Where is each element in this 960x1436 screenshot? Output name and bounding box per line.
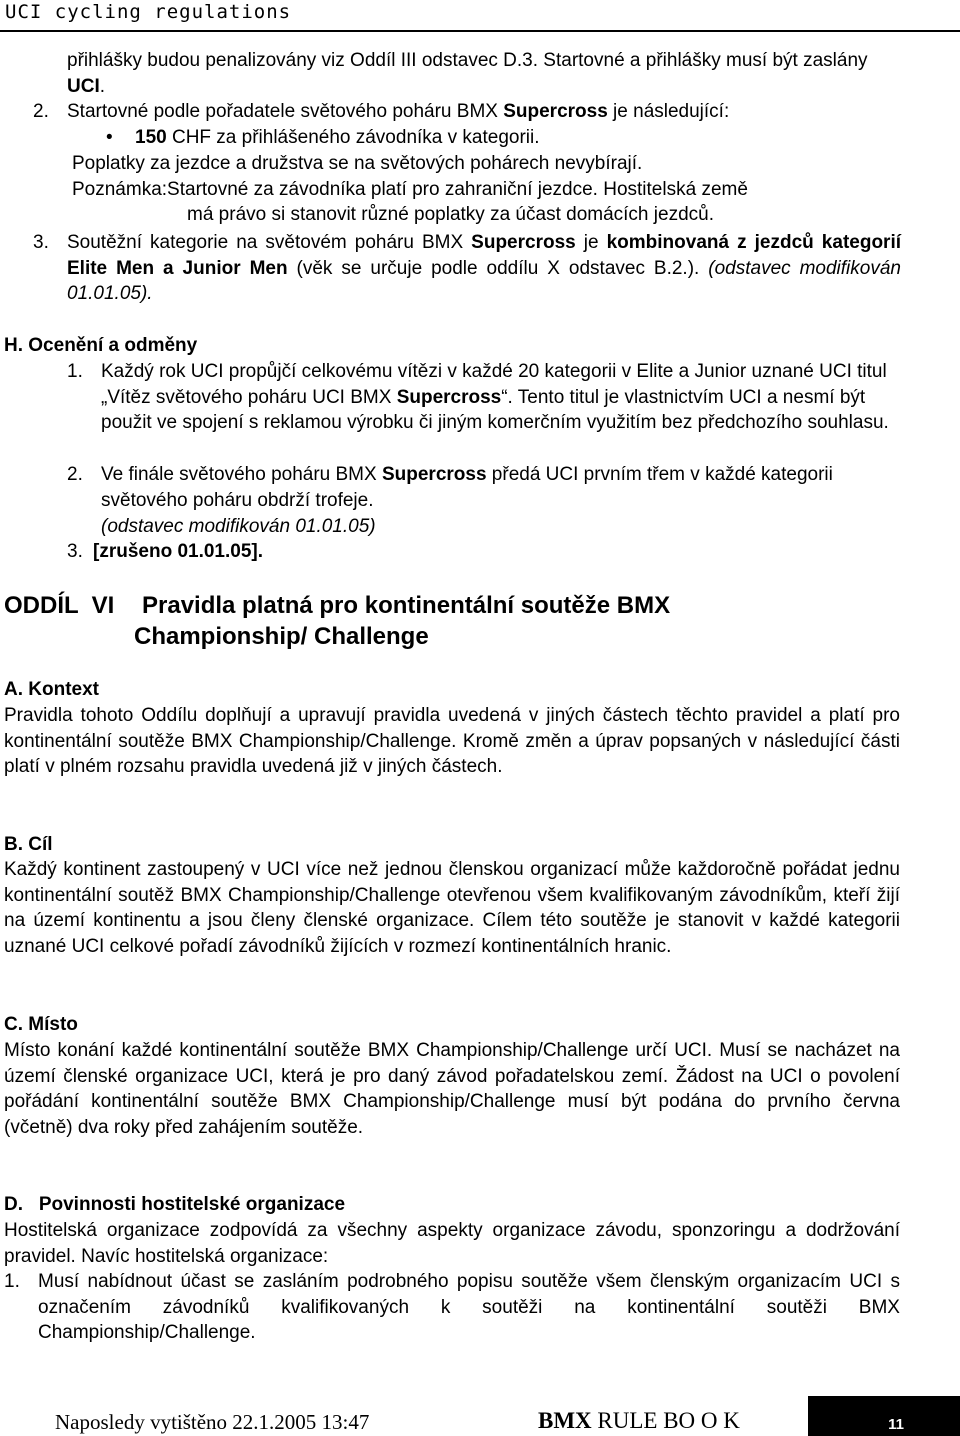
page-number: 11 <box>888 1416 904 1433</box>
g-continuation <box>67 48 907 99</box>
g-item2-bold: Supercross <box>503 101 608 122</box>
g-bullet-text: CHF za přihlášeného závodníka v kategorii. <box>166 127 540 148</box>
g-item3-bold2: kombinovaná z jezdců kategorií Elite Men a Junior Men <box>67 232 901 279</box>
g-item3-text-c: (věk se určuje podle oddílu X odstavec B.2.). <box>287 257 709 279</box>
g-note-line2: má právo si stanovit různé poplatky za účast domácích jezdců. <box>187 204 714 225</box>
d-item1-text: Musí nabídnout účast se zasláním podrobného popisu soutěže všem členským organizacím UCI s označením závodníků kvalifikovaných k soutěži na kontinentální soutěži BMX Championship/Challenge. <box>38 1271 900 1344</box>
g-item3-italic: (odstavec modifikován 01.01.05). <box>67 257 901 305</box>
g-cont-text: přihlášky budou penalizovány viz Oddíl III odstavec D.3. Startovné a přihlášky musí být zaslány <box>67 50 868 71</box>
g-item2-num: 2. <box>33 101 49 122</box>
section-label: ODDÍL VI <box>4 592 115 619</box>
g-note-line1: Poznámka:Startovné za závodníka platí pro zahraniční jezdce. Hostitelská země <box>72 179 748 200</box>
header-rule <box>0 30 960 32</box>
g-cont-bold: UCI <box>67 75 100 97</box>
h-item1-num: 1. <box>67 361 83 382</box>
d-item1-num: 1. <box>4 1271 20 1292</box>
g-item3-num: 3. <box>33 232 49 253</box>
d-heading: D. Povinnosti hostitelské organizace <box>4 1194 346 1215</box>
g-bullet-bold: 150 <box>135 127 167 148</box>
h-item2-text-b: předá UCI prvním třem v každé kategorii světového poháru obdrží trofeje. <box>101 464 833 511</box>
c-heading: C. Místo <box>4 1014 78 1035</box>
g-bullet <box>135 125 835 151</box>
footer-book-bold: BMX <box>538 1408 592 1433</box>
bullet-dot: • <box>106 127 113 148</box>
section-title-line1: Pravidla platná pro kontinentální soutěže BMX <box>142 592 671 619</box>
h-item2-bold: Supercross <box>381 464 487 485</box>
g-item3-text-a: Soutěžní kategorie na světovém poháru BMX <box>67 232 472 253</box>
footer-book-title <box>538 1408 740 1434</box>
g-item3-text-b: je <box>575 232 607 253</box>
d-body: Hostitelská organizace zodpovídá za všechny aspekty organizace závodu, sponzoringu a dodržování pravidel. Navíc hostitelská organizace: <box>4 1220 900 1267</box>
h-item1-text-a: Každý rok UCI propůjčí celkovému vítězi v každé 20 kategorii v Elite a Junior uznané UCI titul „Vítěz světového poháru UCI BMX <box>101 361 887 408</box>
h-heading: H. Ocenění a odměny <box>4 335 198 356</box>
g-item3-bold1: Supercross <box>471 232 576 253</box>
b-heading: B. Cíl <box>4 834 53 855</box>
g-item2-text-b: je následující: <box>607 101 730 122</box>
h-item1-bold: Supercross <box>396 386 502 408</box>
h-item2-num: 2. <box>67 464 83 485</box>
g-item2 <box>67 99 917 125</box>
g-cont-end: . <box>99 75 106 97</box>
h-item3-text: [zrušeno 01.01.05]. <box>93 541 264 562</box>
h-item2-modified: (odstavec modifikován 01.01.05) <box>101 516 376 537</box>
section-title-line2: Championship/ Challenge <box>134 623 429 650</box>
footer-book-rest: RULE BO O K <box>591 1408 740 1433</box>
h-item2-text-a: Ve finále světového poháru BMX <box>101 464 382 485</box>
h-item1 <box>101 359 901 436</box>
g-item2-text-a: Startovné podle pořadatele světového poháru BMX <box>67 101 504 122</box>
a-body: Pravidla tohoto Oddílu doplňují a upravují pravidla uvedená v jiných částech těchto pravidel a platí pro kontinentální soutěže BMX Championship/Challenge. Kromě změn a úprav popsaných v následující části platí v plném rozsahu pravidla uvedená již v jiných částech. <box>4 705 900 778</box>
b-body: Každý kontinent zastoupený v UCI více než jednou členskou organizací může každoročně pořádat jednu kontinentální soutěž BMX Championship/Challenge otevřenou všem kvalifikovaným závodníkům, kteří žijí na území kontinentu a jsou členy členské organizace. Cílem této soutěže je stanovit v každé kategorii uznané UCI celkové pořadí závodníků žijících v rozmezí kontinentálních hranic. <box>4 859 900 958</box>
h-item1-text-b: “. Tento titul je vlastnictvím UCI a nesmí být použit ve spojení s reklamou výrobku či jiným komerčním využitím bez předchozího souhlasu. <box>101 386 889 434</box>
footer-printed-date: Naposledy vytištěno 22.1.2005 13:47 <box>55 1410 370 1434</box>
h-item3-num: 3. <box>67 541 83 562</box>
h-item2 <box>101 462 901 513</box>
page-number-box <box>808 1396 960 1436</box>
a-heading: A. Kontext <box>4 679 99 700</box>
running-header: UCI cycling regulations <box>5 1 292 23</box>
c-body: Místo konání každé kontinentální soutěže BMX Championship/Challenge určí UCI. Musí se nacházet na území členské organizace UCI, která je pro daný závod pořadatelskou zemí. Žádost na UCI o povolení pořádání kontinentální soutěže BMX Championship/Challenge musí být podána do prvního června (včetně) dva roky před zahájením soutěže. <box>4 1040 900 1139</box>
g-item3 <box>67 230 901 307</box>
g-fees-line: Poplatky za jezdce a družstva se na světových pohárech nevybírají. <box>72 153 643 174</box>
